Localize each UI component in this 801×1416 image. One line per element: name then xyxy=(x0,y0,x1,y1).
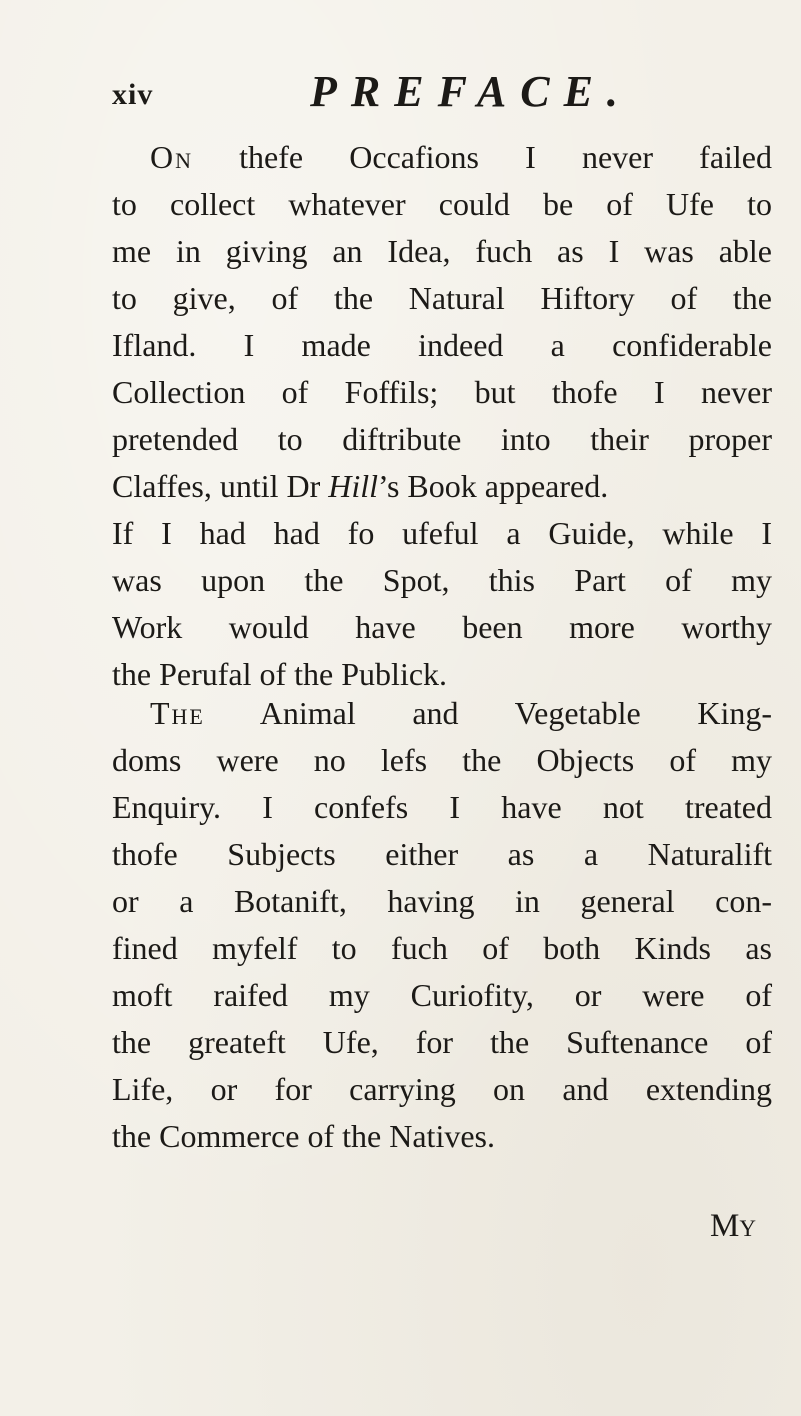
text-line xyxy=(112,463,772,510)
text-line: thofe Subjects either as a Naturalift xyxy=(112,836,772,872)
catchword: My xyxy=(710,1208,756,1244)
line-text: thefe Occafions I never failed xyxy=(193,139,772,175)
text-line: fined myfelf to fuch of both Kinds as xyxy=(112,930,772,966)
text-line: Enquiry. I confefs I have not treated xyxy=(112,789,772,825)
paragraph-1 xyxy=(112,134,772,698)
text-line: or a Botanift, having in general con- xyxy=(112,883,772,919)
page-number: xiv xyxy=(112,78,154,111)
text-line: Work would have been more worthy xyxy=(112,609,772,645)
text-line: the greateft Ufe, for the Suftenance of xyxy=(112,1024,772,1060)
text-line: the Commerce of the Natives. xyxy=(112,1118,495,1154)
line-text: Claffes, until Dr xyxy=(112,468,321,504)
drop-word: The xyxy=(150,695,205,731)
text-line xyxy=(112,690,772,737)
line-text: ’s Book appeared. xyxy=(378,468,609,504)
line-text: Animal and Vegetable King- xyxy=(204,695,772,731)
text-line xyxy=(112,134,772,181)
text-line: was upon the Spot, this Part of my xyxy=(112,562,772,598)
text-line: the Perufal of the Publick. xyxy=(112,656,448,692)
text-line: Collection of Foffils; but thofe I never xyxy=(112,374,772,410)
text-line: pretended to diftribute into their proper xyxy=(112,421,772,457)
drop-word: On xyxy=(150,139,193,175)
text-line: Ifland. I made indeed a confiderable xyxy=(112,327,772,363)
text-line: Life, or for carrying on and extending xyxy=(112,1071,772,1107)
text-line: moft raifed my Curiofity, or were of xyxy=(112,977,772,1013)
text-line: to collect whatever could be of Ufe to xyxy=(112,186,772,222)
text-line: me in giving an Idea, fuch as I was able xyxy=(112,233,772,269)
text-line: to give, of the Natural Hiftory of the xyxy=(112,280,772,316)
page-header xyxy=(112,66,761,126)
text-line: If I had had fo ufeful a Guide, while I xyxy=(112,515,772,551)
paragraph-2 xyxy=(112,690,772,1160)
text-line: doms were no lefs the Objects of my xyxy=(112,742,772,778)
italic-name: Hill xyxy=(328,468,379,504)
running-title: PREFACE. xyxy=(310,67,632,116)
